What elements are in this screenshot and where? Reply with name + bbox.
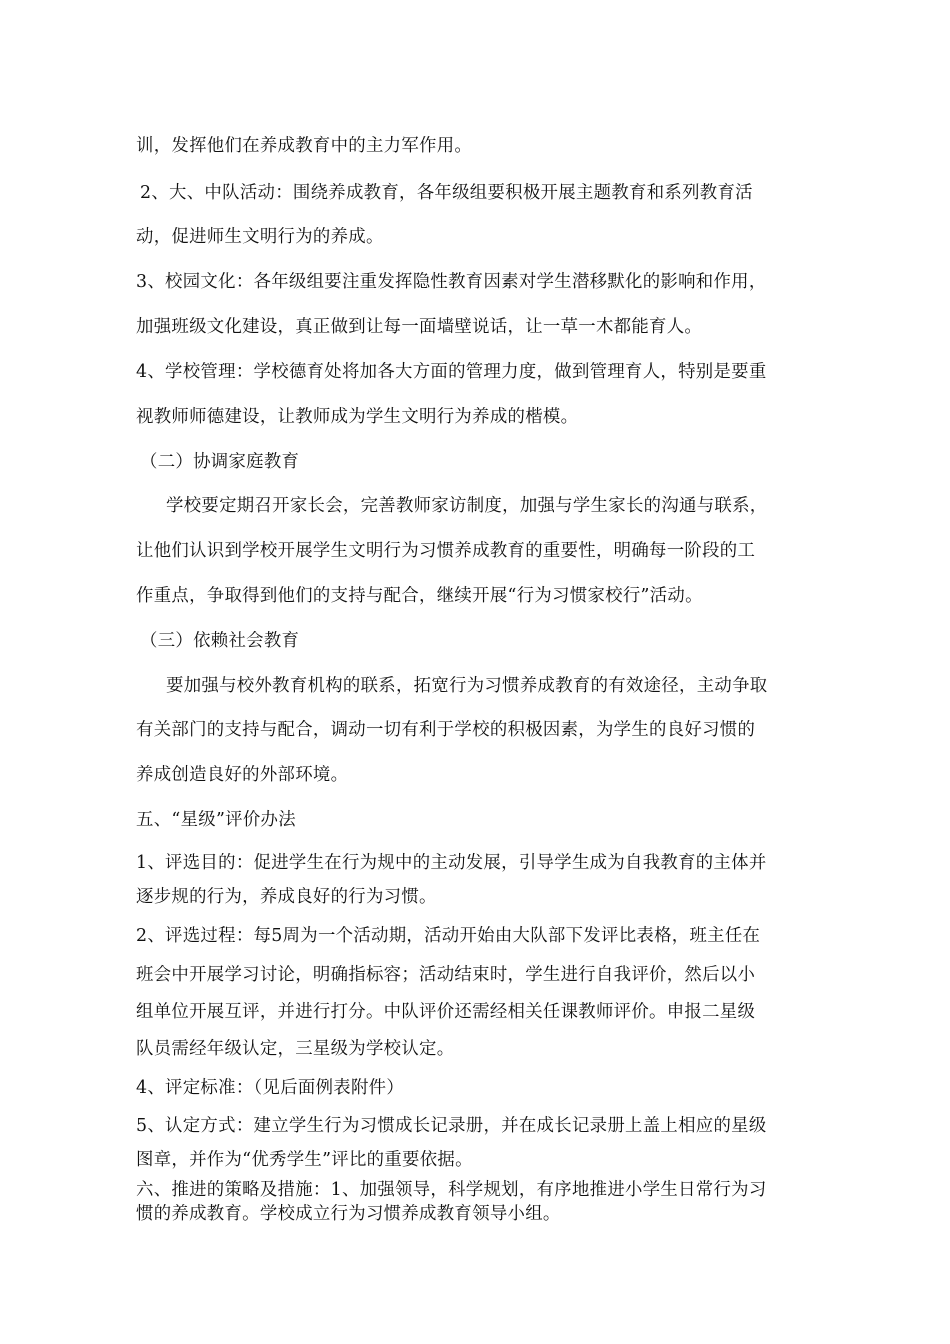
section-heading: 五、“星级”评价办法	[136, 810, 296, 830]
text-line: 训，发挥他们在养成教育中的主力军作用。	[136, 136, 473, 156]
text-line: 3、校园文化：各年级组要注重发挥隐性教育因素对学生潜移默化的影响和作用，	[136, 272, 767, 292]
text-line: 队员需经年级认定，三星级为学校认定。	[136, 1039, 455, 1059]
text-line: 1、评选目的：促进学生在行为规中的主动发展，引导学生成为自我教育的主体并	[136, 853, 767, 873]
text-line: 2、大、中队活动：围绕养成教育，各年级组要积极开展主题教育和系列教育活	[140, 183, 753, 203]
text-line: 4、评定标准：（见后面例表附件）	[136, 1078, 405, 1098]
text-line: 要加强与校外教育机构的联系，拓宽行为习惯养成教育的有效途径，主动争取	[166, 676, 768, 696]
text-line: 养成创造良好的外部环境。	[136, 765, 349, 785]
text-line: 逐步规的行为，养成良好的行为习惯。	[136, 887, 437, 907]
text-line: 让他们认识到学校开展学生文明行为习惯养成教育的重要性，明确每一阶段的工	[136, 541, 756, 561]
text-line: 2、评选过程：每5周为一个活动期，活动开始由大队部下发评比表格，班主任在	[136, 926, 761, 946]
text-line: 5、认定方式：建立学生行为习惯成长记录册，并在成长记录册上盖上相应的星级	[136, 1116, 767, 1136]
text-line: 班会中开展学习讨论，明确指标容；活动结束时，学生进行自我评价，然后以小	[136, 965, 756, 985]
text-line: 作重点，争取得到他们的支持与配合，继续开展“行为习惯家校行”活动。	[136, 586, 703, 606]
text-line: 4、学校管理：学校德育处将加各大方面的管理力度，做到管理育人，特别是要重	[136, 362, 767, 382]
text-line: 动，促进师生文明行为的养成。	[136, 227, 384, 247]
text-line: 六、推进的策略及措施：1、加强领导，科学规划，有序地推进小学生日常行为习	[136, 1180, 767, 1200]
section-heading: （二）协调家庭教育	[140, 452, 300, 472]
text-line: 加强班级文化建设，真正做到让每一面墙壁说话，让一草一木都能育人。	[136, 317, 703, 337]
text-line: 学校要定期召开家长会，完善教师家访制度，加强与学生家长的沟通与联系，	[166, 496, 768, 516]
text-line: 图章，并作为“优秀学生”评比的重要依据。	[136, 1150, 473, 1170]
text-line: 惯的养成教育。学校成立行为习惯养成教育领导小组。	[136, 1204, 561, 1224]
text-line: 视教师师德建设，让教师成为学生文明行为养成的楷模。	[136, 407, 579, 427]
text-line: 有关部门的支持与配合，调动一切有利于学校的积极因素，为学生的良好习惯的	[136, 720, 756, 740]
text-line: 组单位开展互评，并进行打分。中队评价还需经相关任课教师评价。申报二星级	[136, 1002, 756, 1022]
section-heading: （三）依赖社会教育	[140, 631, 300, 651]
